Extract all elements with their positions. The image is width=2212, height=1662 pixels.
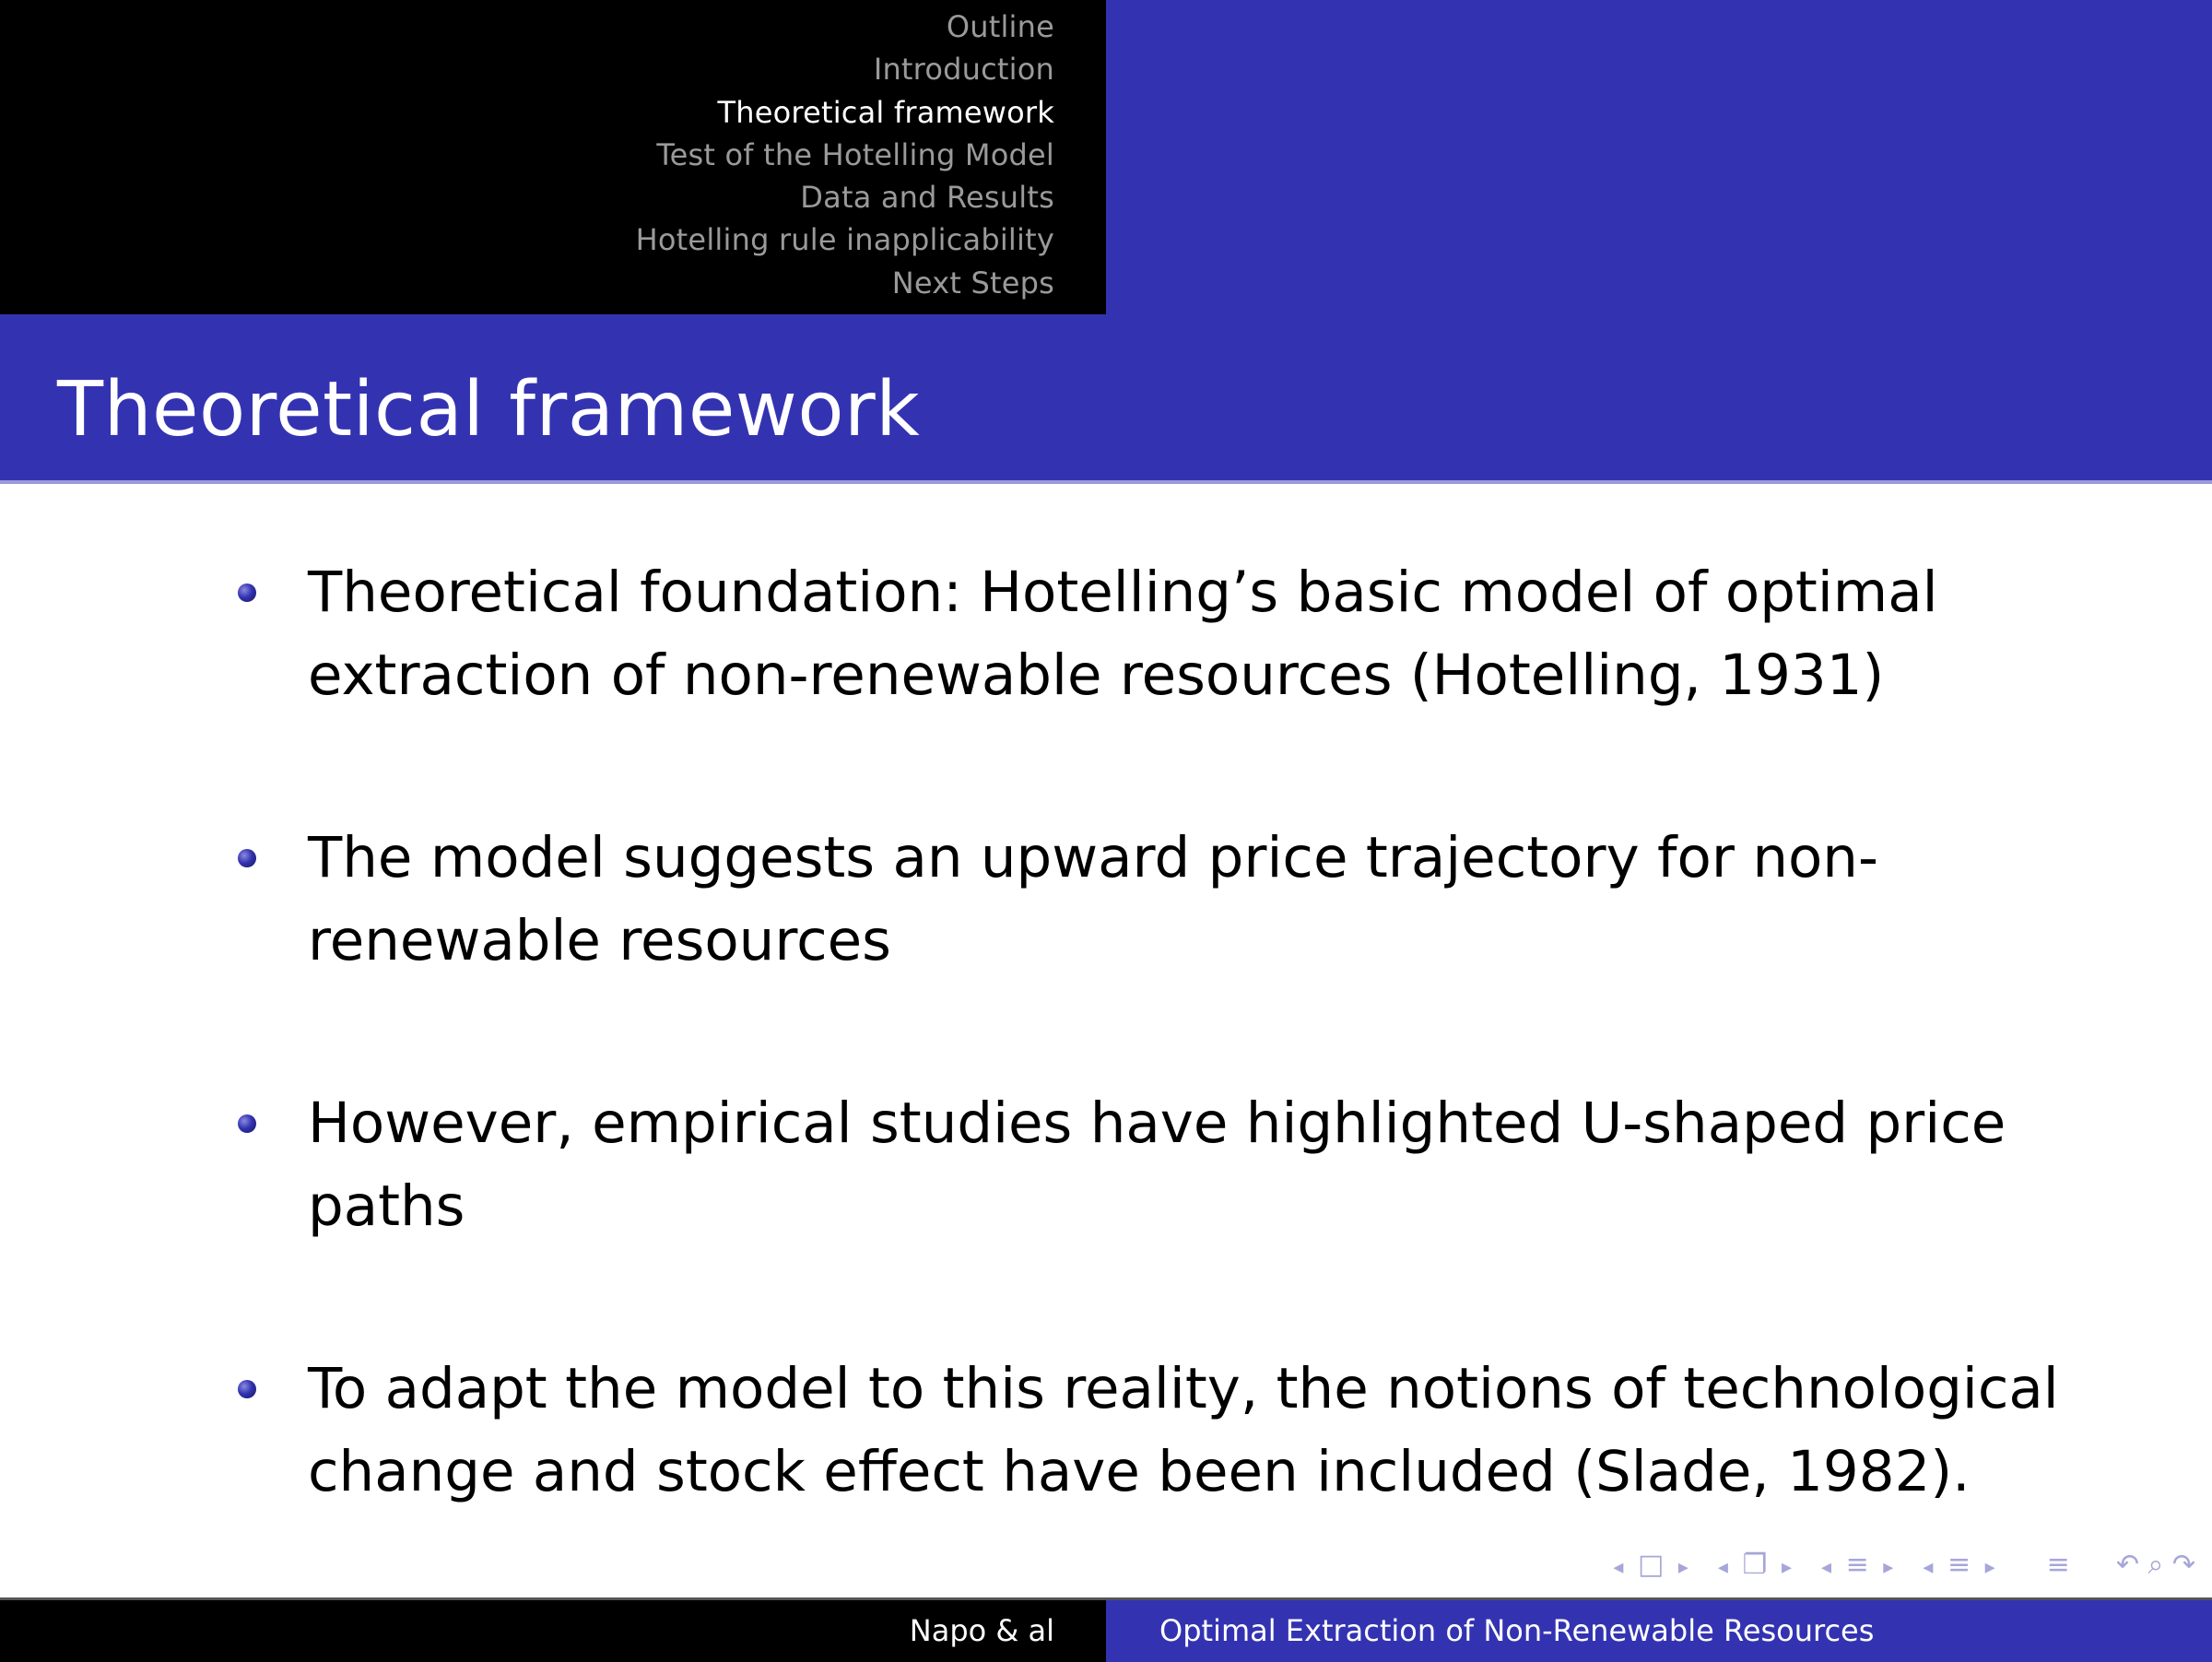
prev-subsection-icon[interactable]: ◂ [1717,1556,1728,1579]
search-nav-group [2116,1549,2195,1581]
bullet-list [238,551,2081,1613]
footer-presentation-title: Optimal Extraction of Non-Renewable Resources [1159,1613,1875,1648]
footer-author-panel [0,1600,1106,1662]
bullet-text: To adapt the model to this reality, the notions of technological change and stock effect have been included (Slade, 1982). [308,1356,2059,1504]
document-icon[interactable]: ≡ [2046,1549,2070,1581]
header-navigation-panel [0,0,1106,314]
bullet-text: However, empirical studies have highlighted U-shaped price paths [308,1090,2006,1239]
footer-author: Napo & al [909,1613,1054,1648]
prev-subsubsection-icon[interactable]: ◂ [1923,1556,1934,1579]
nav-section-next-steps[interactable]: Next Steps [891,265,1054,301]
prev-frame-icon[interactable]: ◂ [1613,1556,1624,1579]
forward-redo-icon[interactable]: ↷ [2171,1549,2195,1581]
section-navigation-list [636,6,1054,304]
list-item [238,1348,2081,1514]
nav-section-introduction[interactable]: Introduction [873,52,1054,88]
next-frame-icon[interactable]: ▸ [1677,1556,1688,1579]
list-item [238,817,2081,983]
list-item [238,1082,2081,1248]
bullet-text: The model suggests an upward price trajectory for non-renewable resources [308,825,1878,973]
frame-title: Theoretical framework [57,366,921,454]
beamer-navigation-symbols [1607,1549,2195,1581]
bullet-ball-icon [238,1380,256,1398]
bullet-ball-icon [238,849,256,867]
next-subsubsection-icon[interactable]: ▸ [1984,1556,1995,1579]
subsubsection-nav-group [1917,1549,2000,1581]
footer-title-panel [1106,1600,2212,1662]
search-icon[interactable]: ⌕ [2147,1549,2164,1581]
next-section-icon[interactable]: ▸ [1883,1556,1894,1579]
frame-icon[interactable]: □ [1637,1549,1665,1581]
section-icon[interactable]: ≡ [1845,1549,1869,1581]
next-subsection-icon[interactable]: ▸ [1781,1556,1793,1579]
frame-title-bar [0,314,2212,484]
nav-section-outline[interactable]: Outline [946,9,1054,44]
prev-section-icon[interactable]: ◂ [1821,1556,1832,1579]
header-blue-panel [1106,0,2212,314]
bullet-ball-icon [238,1114,256,1133]
subsection-nav-group [1712,1549,1797,1581]
back-undo-icon[interactable]: ↶ [2115,1549,2139,1581]
bullet-ball-icon [238,583,256,602]
subsection-icon[interactable]: ❐ [1742,1549,1768,1581]
frame-nav-group [1607,1549,1694,1581]
nav-section-data-and-results[interactable]: Data and Results [800,180,1054,216]
section-nav-group [1816,1549,1899,1581]
subsubsection-icon[interactable]: ≡ [1947,1549,1971,1581]
document-nav-group [2047,1549,2070,1581]
footer-bar [0,1597,2212,1662]
nav-section-theoretical-framework[interactable]: Theoretical framework [717,94,1054,130]
nav-section-test-hotelling-model[interactable]: Test of the Hotelling Model [656,136,1054,172]
nav-section-hotelling-rule-inapplicability[interactable]: Hotelling rule inapplicability [635,222,1054,258]
list-item [238,551,2081,717]
bullet-text: Theoretical foundation: Hotelling’s basic model of optimal extraction of non-renewable resources (Hotelling, 1931) [308,560,1938,708]
